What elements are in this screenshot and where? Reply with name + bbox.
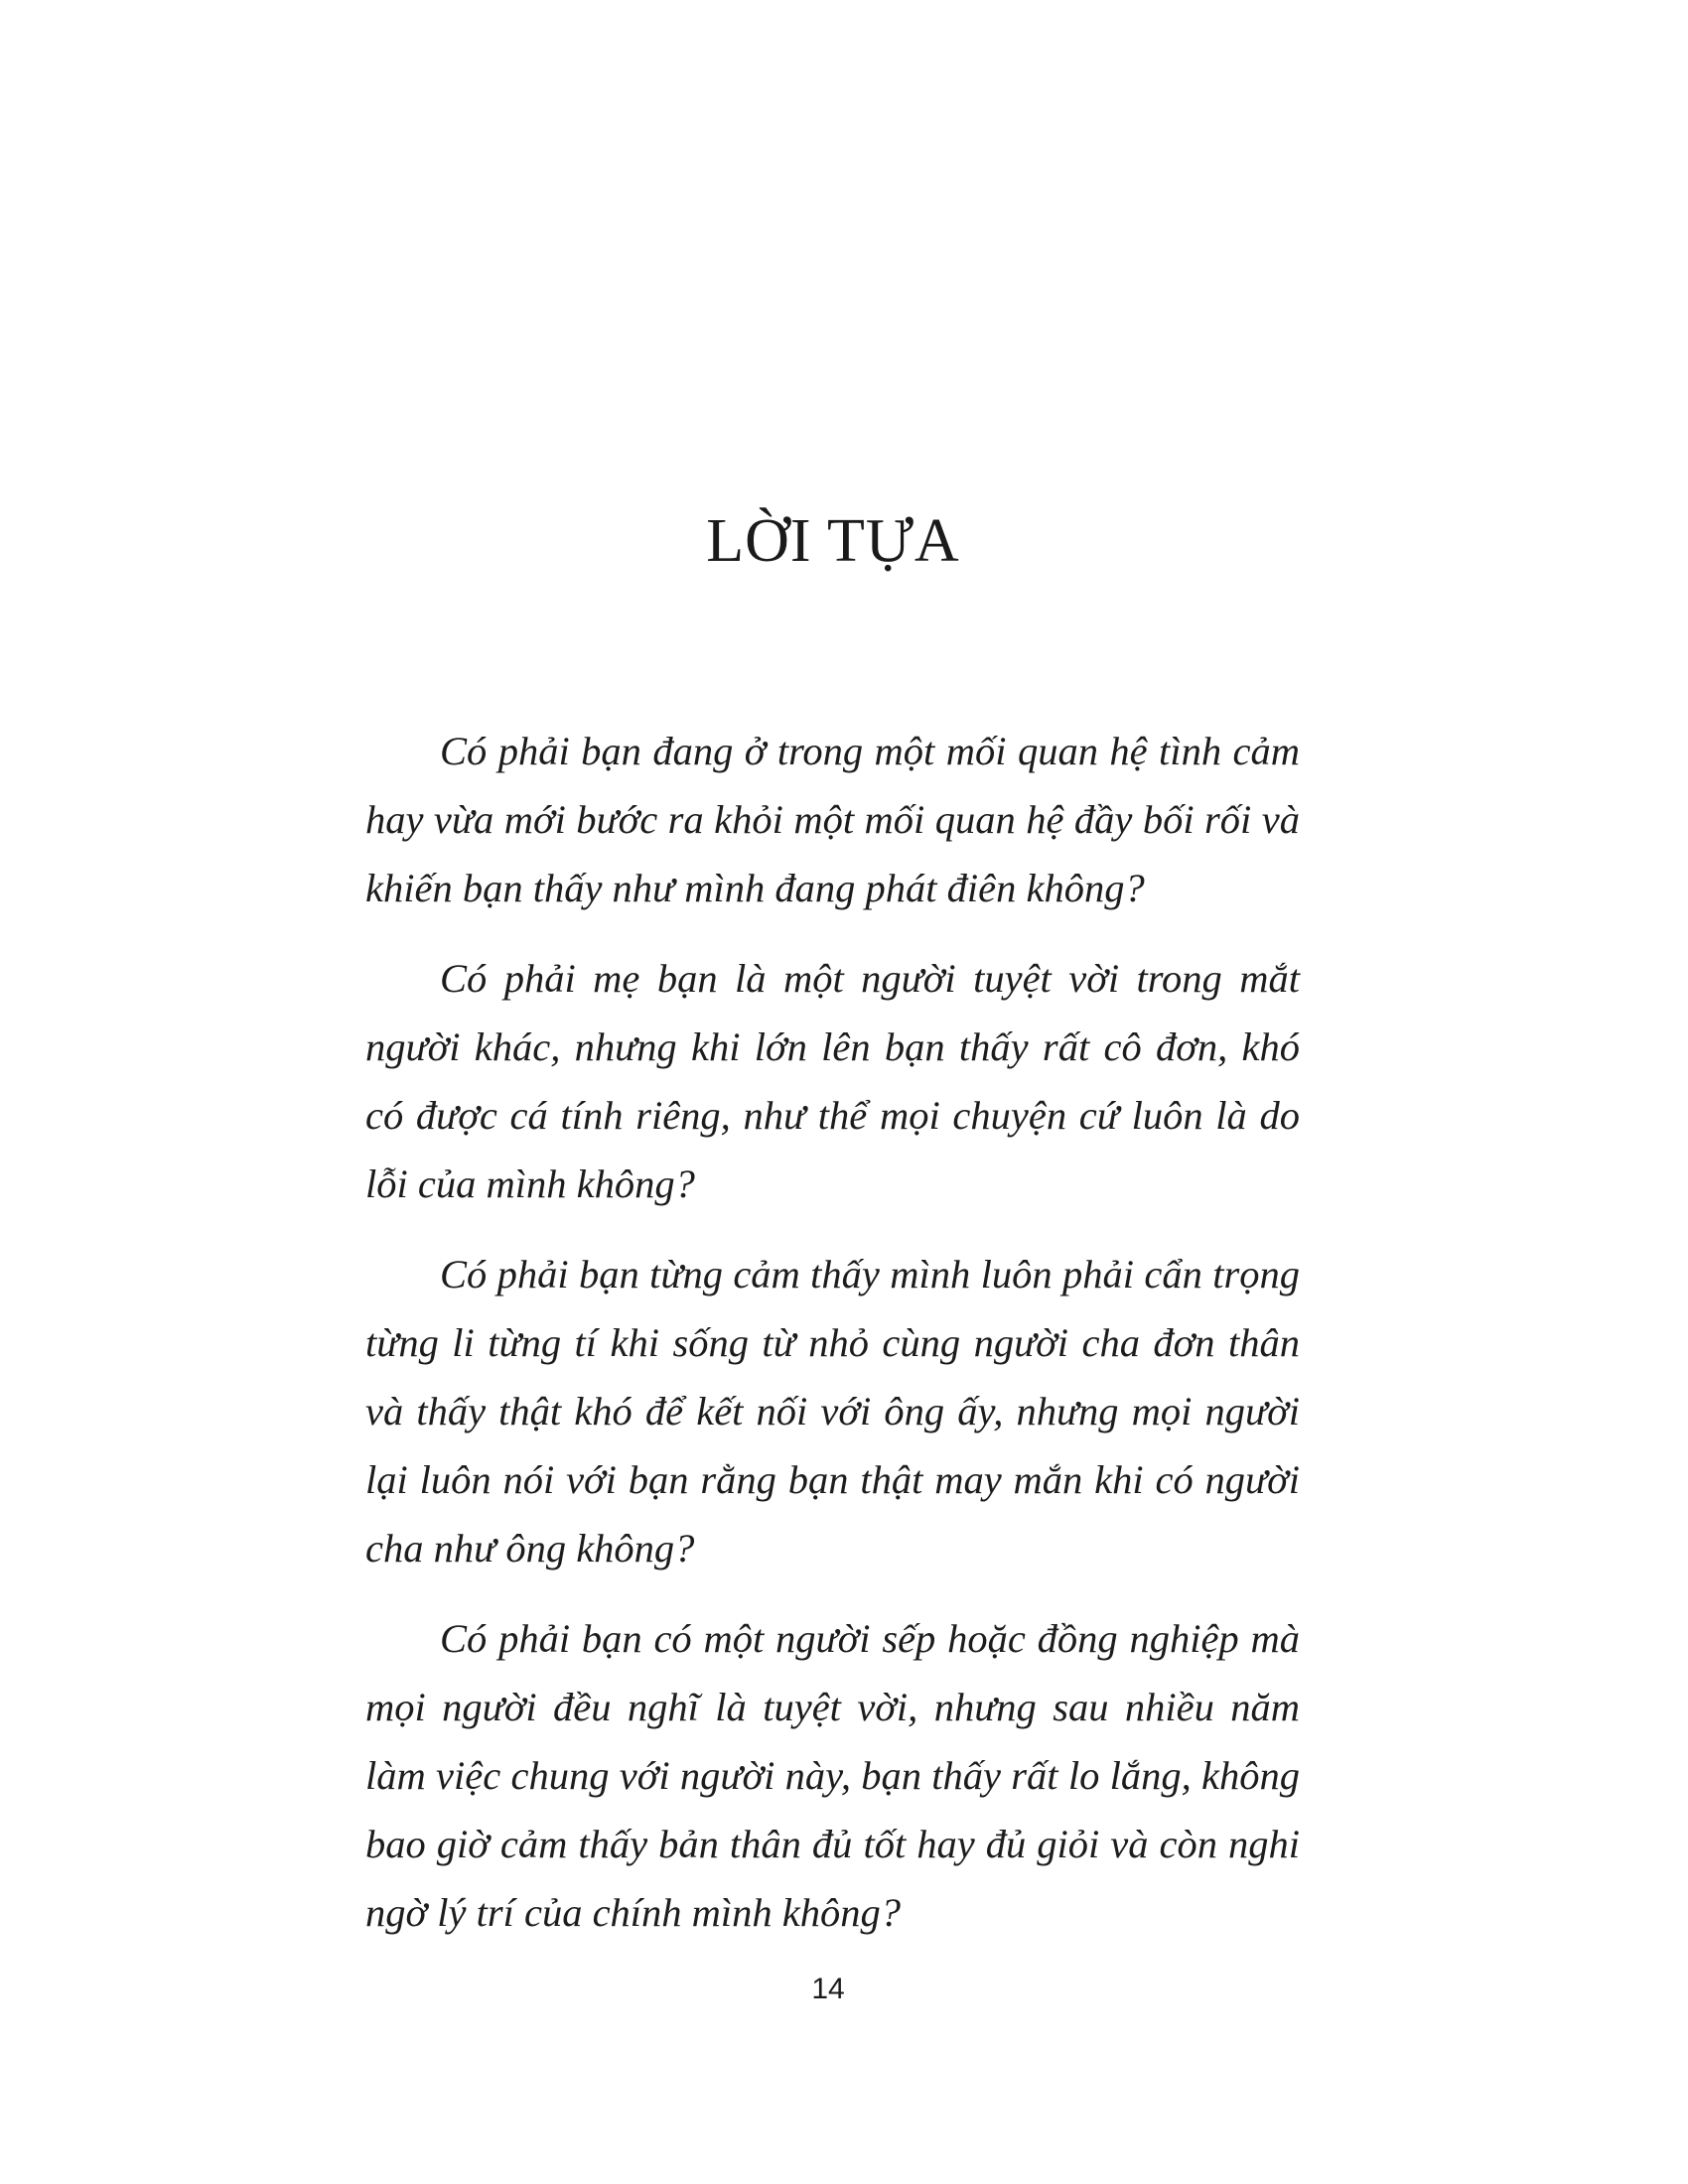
body-text [365,717,1300,1969]
paragraph: Có phải bạn có một người sếp hoặc đồng nghiệp mà mọi người đều nghĩ là tuyệt vời, nhưng sau nhiều năm làm việc chung với người này, bạn thấy rất lo lắng, không bao giờ cảm thấy bản thân đủ tốt hay đủ giỏi và còn nghi ngờ lý trí của chính mình không? [365,1616,1300,1935]
paragraph: Có phải mẹ bạn là một người tuyệt vời trong mắt người khác, nhưng khi lớn lên bạn thấy rất cô đơn, khó có được cá tính riêng, như thể mọi chuyện cứ luôn là do lỗi của mình không? [365,956,1300,1206]
paragraph: Có phải bạn đang ở trong một mối quan hệ tình cảm hay vừa mới bước ra khỏi một mối quan hệ đầy bối rối và khiến bạn thấy như mình đang phát điên không? [365,729,1300,910]
paragraph: Có phải bạn từng cảm thấy mình luôn phải cẩn trọng từng li từng tí khi sống từ nhỏ cùng người cha đơn thân và thấy thật khó để kết nối với ông ấy, nhưng mọi người lại luôn nói với bạn rằng bạn thật may mắn khi có người cha như ông không? [365,1252,1300,1570]
page-number: 14 [811,1973,845,2005]
chapter-title: LỜI TỰA [706,507,960,575]
